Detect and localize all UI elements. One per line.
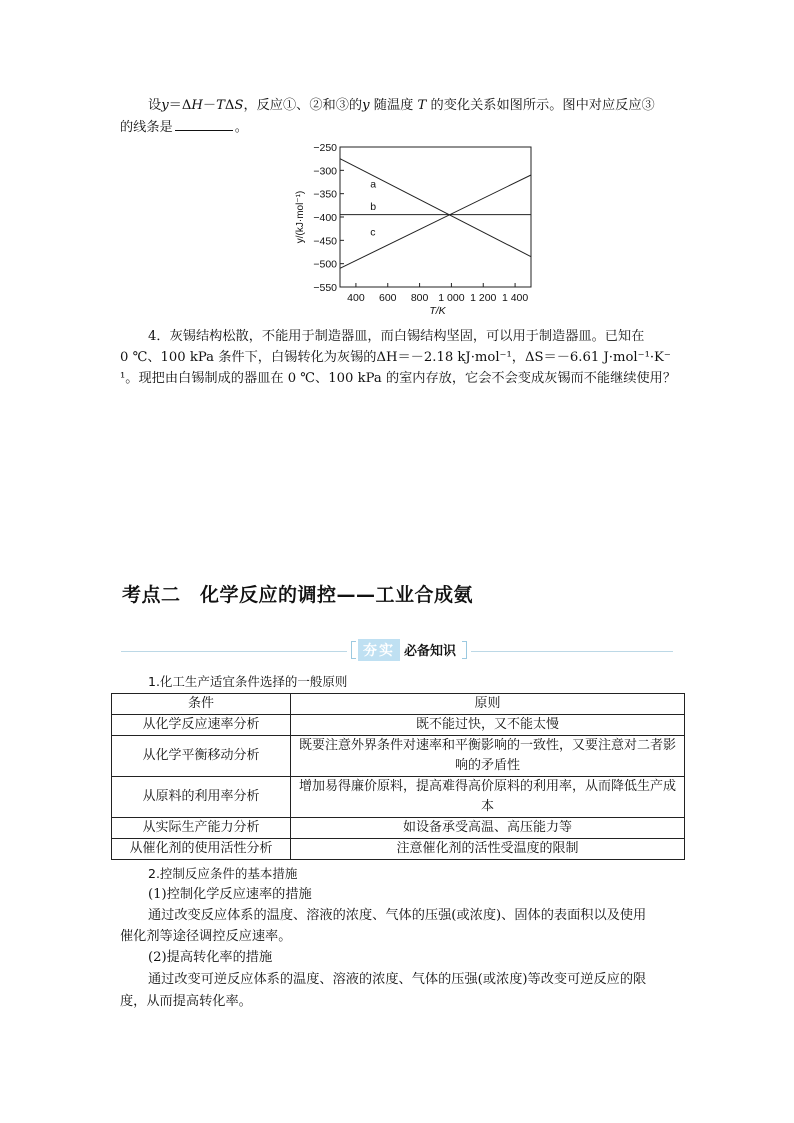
- question4-line2: 0 ℃、100 kPa 条件下，白锡转化为灰锡的ΔH＝－2.18 kJ·mol⁻¹，ΔS＝－6.61 J·mol⁻¹·K⁻: [120, 350, 671, 365]
- y-tick-label: −350: [313, 188, 337, 201]
- series-line-a: [340, 159, 531, 257]
- row-condition: 从化学平衡移动分析: [112, 736, 291, 777]
- banner-highlight: 夯实: [358, 639, 400, 661]
- plot-frame: [340, 147, 531, 287]
- row-condition: 从原料的利用率分析: [112, 777, 291, 818]
- y-tick-label: −400: [313, 212, 337, 224]
- row-condition: 从实际生产能力分析: [112, 818, 291, 839]
- table-row: [112, 736, 685, 777]
- measures-sub2: (2)提高转化率的措施: [148, 950, 273, 965]
- y-tick-label: −450: [313, 235, 337, 248]
- row-principle: 既不能过快，又不能太慢: [291, 715, 685, 736]
- measures-sub1-line1: 通过改变反应体系的温度、溶液的浓度、气体的压强(或浓度)、固体的表面积以及使用: [148, 908, 647, 923]
- x-tick-label: 1 200: [470, 292, 497, 304]
- question3-line1: 设y＝ΔH－TΔS，反应①、②和③的y 随温度 T 的变化关系如图所示。图中对应反应③: [148, 98, 655, 113]
- principles-table: [111, 693, 685, 860]
- row-condition: 从催化剂的使用活性分析: [112, 839, 291, 860]
- series-label-a: a: [370, 178, 377, 191]
- x-tick-label: 600: [378, 292, 397, 304]
- answer-blank[interactable]: [175, 118, 233, 131]
- table-header-row: [112, 694, 685, 715]
- banner-rule-left: [121, 651, 347, 652]
- banner-badge: [351, 639, 467, 660]
- x-tick-label: 400: [347, 292, 365, 304]
- table-row: [112, 818, 685, 839]
- knowledge-banner: [121, 638, 673, 662]
- y-tick-label: −300: [313, 165, 337, 178]
- y-axis-label: y/(kJ·mol⁻¹): [295, 190, 306, 244]
- row-principle: 既要注意外界条件对速率和平衡影响的一致性，又要注意对二者影响的矛盾性: [291, 736, 685, 777]
- series-line-c: [340, 175, 531, 268]
- table-row: [112, 715, 685, 736]
- row-principle: 增加易得廉价原料，提高难得高价原料的利用率，从而降低生产成本: [291, 777, 685, 818]
- table-row: [112, 777, 685, 818]
- section-title: 考点二 化学反应的调控——工业合成氨: [122, 584, 474, 606]
- measures-sub2-line2: 度，从而提高转化率。: [120, 994, 252, 1009]
- y-vs-temperature-chart: [295, 140, 545, 320]
- bracket-right-icon: [462, 641, 467, 659]
- y-tick-label: −550: [313, 282, 337, 294]
- row-condition: 从化学反应速率分析: [112, 715, 291, 736]
- x-axis-label: T/K: [429, 305, 446, 317]
- measures-sub1-line2: 催化剂等途径调控反应速率。: [120, 929, 292, 944]
- y-tick-label: −250: [313, 142, 337, 154]
- x-tick-label: 800: [410, 292, 429, 304]
- header-principle: 原则: [291, 694, 685, 715]
- question4-line3: ¹。现把由白锡制成的器皿在 0 ℃、100 kPa 的室内存放，它会不会变成灰锡而不能继续使用？: [120, 371, 677, 386]
- x-tick-label: 1 000: [438, 292, 465, 304]
- question3-line2: 的线条是 。: [120, 120, 248, 135]
- y-tick-label: −500: [313, 258, 337, 271]
- table-row: [112, 839, 685, 860]
- row-principle: 如设备承受高温、高压能力等: [291, 818, 685, 839]
- x-tick-label: 1 400: [501, 292, 529, 304]
- principles-heading: 1.化工生产适宜条件选择的一般原则: [148, 674, 348, 689]
- measures-heading: 2.控制反应条件的基本措施: [148, 866, 298, 881]
- banner-rule-right: [471, 651, 673, 652]
- measures-sub2-line1: 通过改变可逆反应体系的温度、溶液的浓度、气体的压强(或浓度)等改变可逆反应的限: [148, 972, 647, 987]
- series-label-c: c: [370, 226, 376, 239]
- measures-sub1: (1)控制化学反应速率的措施: [148, 887, 312, 902]
- banner-label: 必备知识: [404, 644, 457, 659]
- row-principle: 注意催化剂的活性受温度的限制: [291, 839, 685, 860]
- question4-line1: 4．灰锡结构松散，不能用于制造器皿，而白锡结构坚固，可以用于制造器皿。已知在: [148, 329, 645, 344]
- bracket-left-icon: [351, 641, 356, 659]
- header-condition: 条件: [112, 694, 291, 715]
- series-label-b: b: [370, 201, 377, 213]
